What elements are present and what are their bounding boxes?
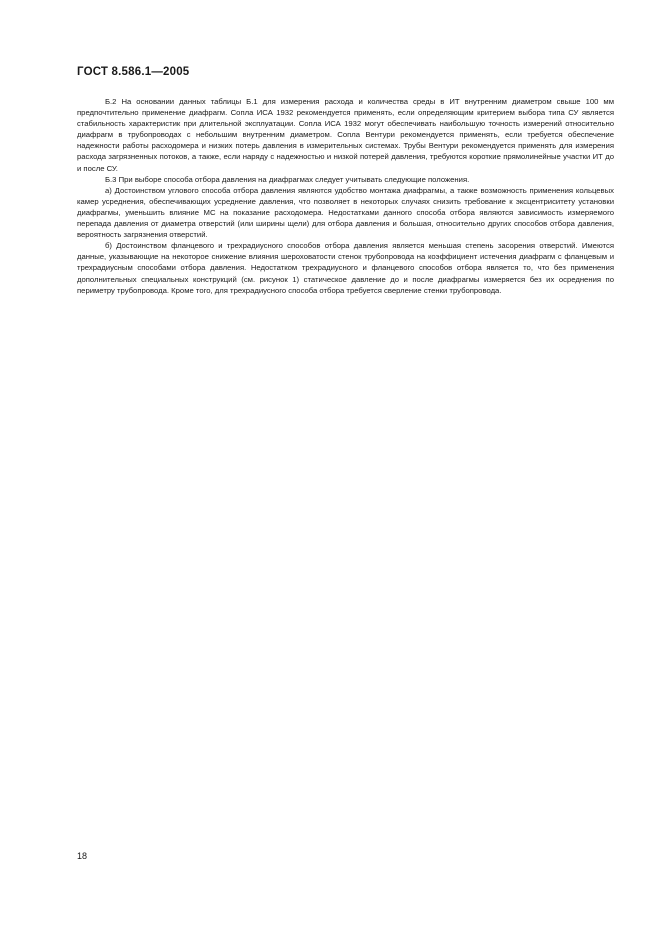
paragraph-b3-a: а) Достоинством углового способа отбора давления являются удобство монтажа диафрагмы, а также возможность применения кольцевых камер усреднения, обеспечивающих усреднение давления, что позволяет в некоторых случаях снизить требование к эксцентриситету установки диафрагмы, уменьшить влияние МС на показание расходомера. Недостатками данного способа отбора являются зависимость измеряемого перепада давления от диаметра отверстий (или ширины щели) для отбора давления и большая, относительно других способов отбора давления, вероятность загрязнения отверстий. <box>77 185 614 240</box>
document-header: ГОСТ 8.586.1—2005 <box>77 66 190 78</box>
paragraph-b2: Б.2 На основании данных таблицы Б.1 для измерения расхода и количества среды в ИТ внутренним диаметром свыше 100 мм предпочтительно применение диафрагм. Сопла ИСА 1932 рекомендуется применять, если определяющим критерием выбора типа СУ является стабильность характеристик при длительной эксплуатации. Сопла ИСА 1932 могут обеспечивать наибольшую точность измерений относительно диафрагм в трубопроводах с небольшим внутренним диаметром. Сопла Вентури рекомендуется применять, если требуется обеспечение надежности работы расходомера и низких потерь давления в измерительных системах. Трубы Вентури рекомендуется применять для измерения расхода загрязненных потоков, а также, если наряду с надежностью и низкой потерей давления, требуются короткие прямолинейные участки ИТ до и после СУ. <box>77 97 614 173</box>
page-number: 18 <box>77 851 88 861</box>
document-body <box>77 96 614 296</box>
paragraph-b3: Б.3 При выборе способа отбора давления на диафрагмах следует учитывать следующие положения. <box>105 174 470 184</box>
paragraph-b3-b: б) Достоинством фланцевого и трехрадиусного способов отбора давления является меньшая степень засорения отверстий. Имеются данные, указывающие на некоторое снижение влияния шероховатости стенок трубопровода на коэффициент истечения диафрагм с фланцевым и трехрадиусным способами отбора давления. Недостатком трехрадиусного и фланцевого способов отбора является то, что без применения дополнительных специальных конструкций (см. рисунок 1) статическое давление до и после диафрагмы измеряется без их осреднения по периметру трубопровода. Кроме того, для трехрадиусного способа отбора требуется сверление стенки трубопровода. <box>77 241 614 295</box>
